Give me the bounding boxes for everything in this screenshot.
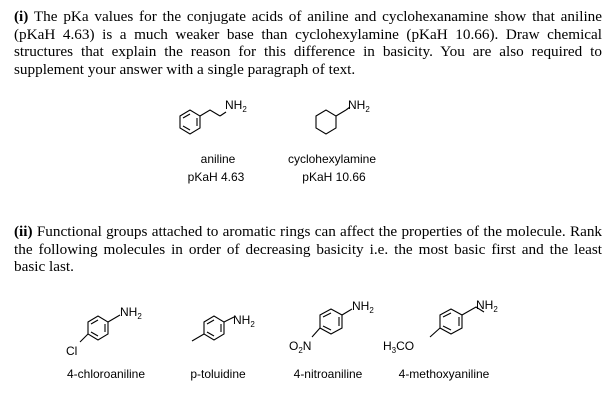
toluidine-structure	[186, 300, 276, 360]
cyclohexylamine-nh2-label: $NH_2$	[348, 98, 370, 114]
cyclohexylamine-pka	[290, 170, 378, 184]
cyclohexylamine-structure	[308, 95, 398, 145]
nitroaniline-nh2-label: $NH_2$	[352, 299, 374, 315]
cyclohexylamine-name: cyclohexylamine	[287, 152, 377, 166]
methoxyaniline-structure	[380, 295, 540, 360]
part-2-text: Functional groups attached to aromatic rings can affect the properties of the molecule. Rank the following molecules in order of decreasing basicity i.e. the most basic first and the least basic last.	[14, 223, 603, 276]
part-1-label: (i)	[14, 8, 29, 25]
methoxyaniline-h3co-label: $H_3CO$	[383, 339, 415, 355]
methoxyaniline-name: 4-methoxyaniline	[398, 367, 490, 381]
toluidine-nh2-label: $NH_2$	[233, 313, 255, 329]
chloroaniline-cl-label: Cl	[66, 344, 78, 358]
part-1-text: The pKa values for the conjugate acids of aniline and cyclohexanamine show that aniline (pKaH 4.63) is a much weaker base than cyclohexylamine (pKaH 10.66). Draw chemical structures that explain the reason for this difference in basicity. You are also required to supplement your answer with a single paragraph of text.	[14, 8, 602, 78]
chloroaniline-name: 4-chloroaniline	[66, 367, 146, 381]
question-part-1	[14, 8, 602, 78]
aniline-pka	[174, 170, 258, 184]
aniline-pka-text: pKaH 4.63	[187, 170, 245, 184]
cyclohexylamine-pka-text: pKaH 10.66	[302, 170, 366, 184]
part-2-label: (ii)	[14, 223, 33, 240]
chloroaniline-structure	[66, 300, 166, 360]
aniline-name: aniline	[200, 152, 236, 166]
aniline-nh2-label: $NH_2$	[225, 98, 247, 114]
methoxyaniline-nh2-label: $NH_2$	[476, 298, 498, 314]
aniline-structure	[172, 95, 262, 145]
chloroaniline-nh2-label: $NH_2$	[120, 305, 142, 321]
question-part-2	[14, 223, 602, 276]
toluidine-name: p-toluidine	[190, 367, 246, 381]
nitroaniline-o2n-label: $O_2N$	[289, 339, 312, 355]
nitroaniline-name: 4-nitroaniline	[293, 367, 363, 381]
